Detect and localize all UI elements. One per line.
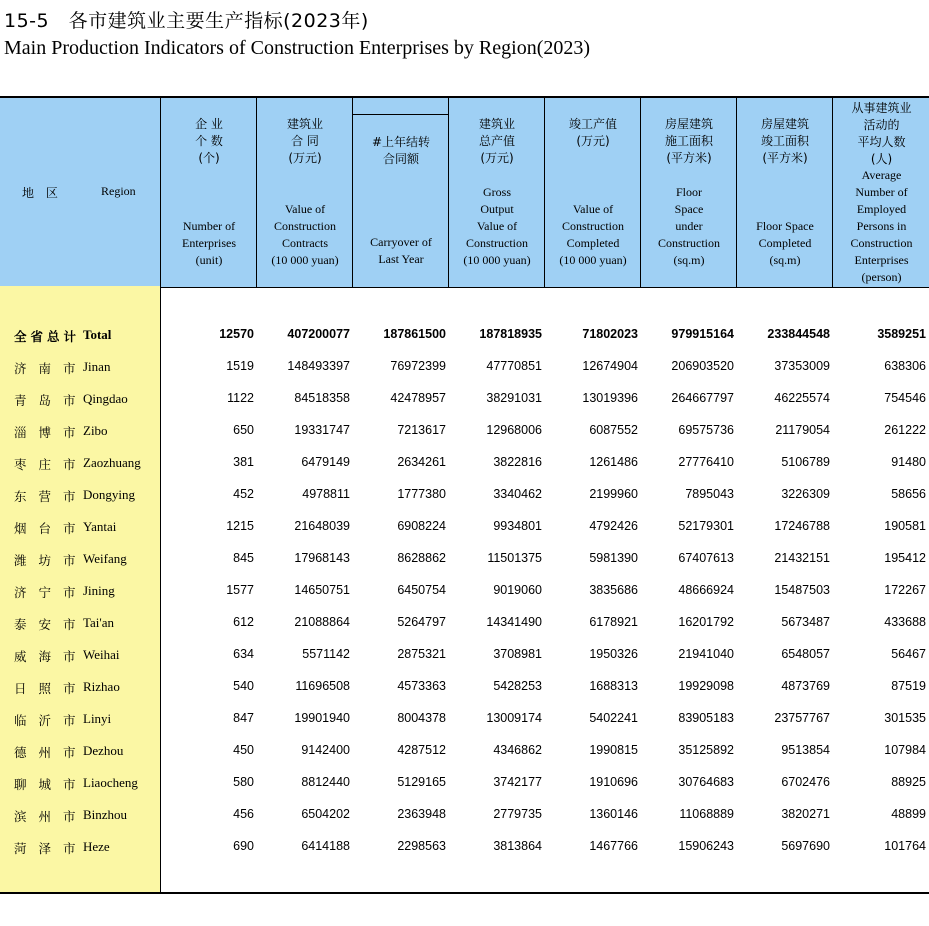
table-cell: 3226309 [781, 487, 830, 501]
region-name-en: Weifang [83, 551, 127, 566]
table-cell: 48666924 [678, 583, 734, 597]
table-cell: 84518358 [294, 391, 350, 405]
column-header-en-line: Gross [482, 185, 511, 199]
region-name-en: Qingdao [83, 391, 128, 406]
region-name-cn: 临 沂 市 [14, 713, 80, 728]
column-header-cn [737, 116, 833, 167]
table-cell: 2634261 [397, 455, 446, 469]
table-cell: 5129165 [397, 775, 446, 789]
table-cell: 23757767 [774, 711, 830, 725]
table-cell: 52179301 [678, 519, 734, 533]
column-header-en-line: Construction [274, 219, 336, 233]
table-cell: 381 [233, 455, 254, 469]
column-header-cn-line: (平方米) [762, 151, 808, 165]
column-header-en-line: Number of [855, 185, 908, 199]
column-header-cn-line: 施工面积 [664, 134, 713, 148]
column-header-en-line: Number of [182, 219, 236, 233]
column-header-cn-line: 房屋建筑 [760, 117, 809, 131]
table-cell: 638306 [884, 359, 926, 373]
region-name-en: Liaocheng [83, 775, 138, 790]
table-cell: 3820271 [781, 807, 830, 821]
table-cell: 1519 [226, 359, 254, 373]
column-header-en-line: Enterprises [182, 236, 236, 250]
region-header-cn: 地 区 [22, 186, 62, 200]
table-row [0, 615, 929, 647]
table-cell: 1467766 [589, 839, 638, 853]
table-row [0, 839, 929, 871]
table-cell: 580 [233, 775, 254, 789]
column-header-cn-line: 合同额 [382, 152, 419, 166]
region-name-cn: 菏 泽 市 [14, 841, 80, 856]
table-row [0, 743, 929, 775]
table-cell: 19929098 [678, 679, 734, 693]
table-cell: 979915164 [671, 327, 734, 341]
column-header-en [353, 234, 449, 268]
page-title-cn: 15-5 各市建筑业主要生产指标(2023年) [4, 10, 369, 32]
region-header-en: Region [101, 184, 136, 198]
column-header-en-line: Average [861, 168, 902, 182]
table-cell: 46225574 [774, 391, 830, 405]
table-cell: 3822816 [493, 455, 542, 469]
table-cell: 6908224 [397, 519, 446, 533]
table-cell: 206903520 [671, 359, 734, 373]
table-cell: 5264797 [397, 615, 446, 629]
region-name-cn: 济 南 市 [14, 361, 80, 376]
table-cell: 21179054 [775, 423, 830, 437]
column-header-en-line: (unit) [195, 253, 223, 267]
column-header-en [161, 218, 257, 269]
table-cell: 37353009 [774, 359, 830, 373]
table-cell: 15906243 [678, 839, 734, 853]
column-header-en [545, 201, 641, 269]
table-row [0, 775, 929, 807]
column-header-2 [256, 98, 353, 287]
table-row [0, 487, 929, 519]
table-cell: 15487503 [774, 583, 830, 597]
table-cell: 452 [233, 487, 254, 501]
table-cell: 5402241 [589, 711, 638, 725]
table-cell: 650 [233, 423, 254, 437]
column-header-en-line: Completed [566, 236, 620, 250]
column-header-cn-line: 从事建筑业 [851, 101, 912, 115]
column-header-en-line: Output [480, 202, 514, 216]
region-name-cn: 聊 城 市 [14, 777, 80, 792]
table-cell: 69575736 [678, 423, 734, 437]
table-cell: 5981390 [589, 551, 638, 565]
table-cell: 8628862 [397, 551, 446, 565]
table-cell: 407200077 [287, 327, 350, 341]
table-row [0, 423, 929, 455]
column-header-cn-line: 建筑业 [478, 117, 515, 131]
region-name-en: Jinan [83, 359, 111, 374]
region-name-en: Dongying [83, 487, 135, 502]
region-name-cn: 德 州 市 [14, 745, 80, 760]
column-header-cn-line: (平方米) [666, 151, 712, 165]
table-cell: 5571142 [302, 647, 350, 661]
table-cell: 148493397 [287, 359, 350, 373]
table-cell: 21941040 [678, 647, 734, 661]
table-cell: 11696508 [295, 679, 350, 693]
table-row [0, 679, 929, 711]
region-name-en: Dezhou [83, 743, 124, 758]
column-header-en-line: Enterprises [854, 253, 909, 267]
column-header-en-line: Value of [572, 202, 614, 216]
table-cell: 30764683 [678, 775, 734, 789]
column-header-cn [161, 116, 257, 167]
column-header-en-line: under [675, 219, 703, 233]
table-cell: 83905183 [678, 711, 734, 725]
table-cell: 456 [233, 807, 254, 821]
table-cell: 4873769 [781, 679, 830, 693]
table-cell: 1688313 [589, 679, 638, 693]
region-name-cn: 烟 台 市 [14, 521, 80, 536]
table-cell: 42478957 [390, 391, 446, 405]
table-cell: 2779735 [493, 807, 542, 821]
table-cell: 1577 [226, 583, 254, 597]
column-header-en [257, 201, 353, 269]
column-header-cn [353, 134, 449, 168]
column-header-en-line: Value of [284, 202, 326, 216]
table-cell: 91480 [891, 455, 926, 469]
table-cell: 1122 [227, 391, 254, 405]
column-header-en-line: Carryover of [370, 235, 432, 249]
table-cell: 38291031 [486, 391, 542, 405]
column-header-cn-line: #上年结转 [371, 135, 431, 149]
table-cell: 261222 [884, 423, 926, 437]
region-header [0, 98, 160, 287]
table-header [0, 96, 929, 288]
column-header-cn-line: (万元) [576, 134, 610, 148]
column-header-cn [833, 100, 929, 168]
region-name-en: Total [83, 327, 112, 342]
table-cell: 21432151 [774, 551, 830, 565]
table-cell: 9019060 [493, 583, 542, 597]
region-name-cn: 滨 州 市 [14, 809, 80, 824]
table-cell: 2199960 [589, 487, 638, 501]
table-cell: 2298563 [397, 839, 446, 853]
table-cell: 2875321 [397, 647, 446, 661]
table-row [0, 391, 929, 423]
table-cell: 5697690 [781, 839, 830, 853]
column-header-en-line: Value of [476, 219, 518, 233]
table-cell: 301535 [884, 711, 926, 725]
table-cell: 7895043 [685, 487, 734, 501]
table-cell: 754546 [884, 391, 926, 405]
region-name-en: Binzhou [83, 807, 128, 822]
table-row-total [0, 327, 929, 359]
table-cell: 12570 [219, 327, 254, 341]
table-cell: 48899 [891, 807, 926, 821]
table-cell: 6504202 [301, 807, 350, 821]
column-header-cn-line: 合 同 [291, 134, 319, 148]
table-cell: 14650751 [294, 583, 350, 597]
column-header-7 [736, 98, 833, 287]
table-cell: 8004378 [397, 711, 446, 725]
table-row [0, 711, 929, 743]
column-header-1 [160, 98, 257, 287]
table-row [0, 519, 929, 551]
table-cell: 264667797 [671, 391, 734, 405]
column-header-en [833, 167, 929, 286]
table-cell: 17246788 [774, 519, 830, 533]
table-cell: 35125892 [678, 743, 734, 757]
table-cell: 88925 [891, 775, 926, 789]
column-header-cn-line: (万元) [288, 151, 322, 165]
page-title-en: Main Production Indicators of Construction Enterprises by Region(2023) [4, 37, 591, 59]
column-header-cn-line: 竣工产值 [568, 117, 617, 131]
column-header-3 [352, 98, 449, 287]
table-cell: 71802023 [582, 327, 638, 341]
table-cell: 11068889 [679, 807, 734, 821]
table-cell: 6548057 [781, 647, 830, 661]
table-cell: 5106789 [781, 455, 830, 469]
column-header-cn [545, 116, 641, 150]
table-cell: 8812440 [301, 775, 350, 789]
table-cell: 3708981 [493, 647, 542, 661]
column-header-cn-line: 个 数 [195, 134, 223, 148]
table-cell: 19901940 [294, 711, 350, 725]
column-header-cn-line: (人) [870, 152, 893, 166]
table-cell: 13009174 [486, 711, 542, 725]
column-header-cn [257, 116, 353, 167]
column-header-en-line: (10 000 yuan) [559, 253, 627, 267]
table-cell: 56467 [891, 647, 926, 661]
region-name-cn: 泰 安 市 [14, 617, 80, 632]
table-cell: 9934801 [493, 519, 542, 533]
table-cell: 845 [233, 551, 254, 565]
table-cell: 6414188 [301, 839, 350, 853]
column-header-cn-line: 竣工面积 [760, 134, 809, 148]
table-cell: 76972399 [390, 359, 446, 373]
table-cell: 5428253 [493, 679, 542, 693]
table-row [0, 807, 929, 839]
table-cell: 47770851 [486, 359, 542, 373]
column-header-en-line: (person) [861, 270, 902, 284]
region-name-cn: 东 营 市 [14, 489, 80, 504]
table-cell: 2363948 [397, 807, 446, 821]
table-cell: 187861500 [383, 327, 446, 341]
column-header-en-line: Space [674, 202, 704, 216]
table-cell: 4573363 [397, 679, 446, 693]
table-cell: 172267 [884, 583, 926, 597]
column-header-en-line: Construction [658, 236, 720, 250]
table-cell: 1360146 [589, 807, 638, 821]
region-name-cn: 淄 博 市 [14, 425, 80, 440]
region-name-cn: 枣 庄 市 [14, 457, 80, 472]
column-header-en-line: Completed [758, 236, 812, 250]
table-cell: 190581 [884, 519, 926, 533]
table-cell: 4346862 [493, 743, 542, 757]
region-name-en: Heze [83, 839, 110, 854]
column-header-en-line: Last Year [378, 252, 424, 266]
column-header-4 [448, 98, 545, 287]
table-cell: 58656 [891, 487, 926, 501]
table-cell: 19331747 [294, 423, 350, 437]
region-name-en: Tai'an [83, 615, 115, 630]
column-header-en-line: Construction [562, 219, 624, 233]
column-header-cn-line: (个) [198, 151, 220, 165]
column-header-cn-line: 活动的 [863, 118, 900, 132]
column-header-cn-line: (万元) [480, 151, 514, 165]
table-cell: 6479149 [301, 455, 350, 469]
table-cell: 540 [233, 679, 254, 693]
table-cell: 1990815 [589, 743, 638, 757]
table-cell: 1777380 [397, 487, 446, 501]
table-cell: 433688 [884, 615, 926, 629]
region-name-cn: 青 岛 市 [14, 393, 80, 408]
column-header-en-line: Persons in [856, 219, 907, 233]
table-cell: 87519 [891, 679, 926, 693]
column-header-cn-line: 房屋建筑 [664, 117, 713, 131]
column-header-en [641, 184, 737, 269]
table-cell: 195412 [884, 551, 926, 565]
region-name-cn: 日 照 市 [14, 681, 80, 696]
column-header-en-line: Floor [675, 185, 702, 199]
table-cell: 612 [233, 615, 254, 629]
table-cell: 12968006 [486, 423, 542, 437]
table-cell: 9513854 [781, 743, 830, 757]
carryover-header-divider [353, 114, 448, 115]
table-cell: 3835686 [589, 583, 638, 597]
table-cell: 3742177 [493, 775, 542, 789]
region-name-cn: 潍 坊 市 [14, 553, 80, 568]
column-header-en-line: (sq.m) [769, 253, 801, 267]
region-name-en: Rizhao [83, 679, 120, 694]
region-name-en: Zibo [83, 423, 108, 438]
table-cell: 13019396 [582, 391, 638, 405]
table-cell: 1910696 [589, 775, 638, 789]
table-cell: 5673487 [781, 615, 830, 629]
column-header-cn [641, 116, 737, 167]
table-cell: 9142400 [301, 743, 350, 757]
table-cell: 3813864 [493, 839, 542, 853]
table-cell: 12674904 [582, 359, 638, 373]
column-header-cn-line: 总产值 [478, 134, 515, 148]
table-cell: 690 [233, 839, 254, 853]
table-cell: 7213617 [397, 423, 446, 437]
table-cell: 14341490 [486, 615, 542, 629]
column-header-cn-line: 企 业 [195, 117, 223, 131]
table-cell: 3340462 [493, 487, 542, 501]
table-cell: 233844548 [767, 327, 830, 341]
table-cell: 11501375 [487, 551, 542, 565]
region-name-en: Jining [83, 583, 115, 598]
column-header-en-line: (sq.m) [673, 253, 705, 267]
column-header-en-line: (10 000 yuan) [271, 253, 339, 267]
table-cell: 4978811 [302, 487, 350, 501]
table-cell: 17968143 [294, 551, 350, 565]
table-cell: 847 [233, 711, 254, 725]
column-header-en-line: Employed [856, 202, 907, 216]
table-cell: 107984 [884, 743, 926, 757]
table-row [0, 359, 929, 391]
table-cell: 6450754 [397, 583, 446, 597]
table-cell: 4792426 [589, 519, 638, 533]
table-cell: 6178921 [589, 615, 638, 629]
table-cell: 1950326 [589, 647, 638, 661]
table-cell: 67407613 [678, 551, 734, 565]
region-name-cn: 威 海 市 [14, 649, 80, 664]
table-cell: 1215 [226, 519, 254, 533]
region-name-en: Weihai [83, 647, 120, 662]
table-cell: 1261486 [589, 455, 638, 469]
column-header-en [449, 184, 545, 269]
column-header-en-line: Floor Space [756, 219, 814, 233]
region-name-cn: 全省总计 [14, 329, 81, 344]
table-cell: 6702476 [781, 775, 830, 789]
table-cell: 187818935 [479, 327, 542, 341]
table-cell: 6087552 [589, 423, 638, 437]
column-header-en-line: Contracts [282, 236, 328, 250]
region-name-en: Yantai [83, 519, 117, 534]
table-cell: 4287512 [397, 743, 446, 757]
table-cell: 450 [233, 743, 254, 757]
column-header-cn-line: 建筑业 [286, 117, 323, 131]
column-header-6 [640, 98, 737, 287]
column-header-8 [832, 98, 929, 287]
table-cell: 27776410 [678, 455, 734, 469]
table-cell: 21648039 [294, 519, 350, 533]
table-bottom-rule [0, 892, 929, 894]
column-header-cn [449, 116, 545, 167]
column-header-5 [544, 98, 641, 287]
table-cell: 634 [233, 647, 254, 661]
column-header-cn-line: 平均人数 [857, 135, 906, 149]
table-row [0, 583, 929, 615]
column-header-en-line: (10 000 yuan) [463, 253, 531, 267]
column-header-en [737, 218, 833, 269]
table-cell: 21088864 [294, 615, 350, 629]
table-cell: 101764 [884, 839, 926, 853]
column-header-en-line: Construction [466, 236, 528, 250]
region-name-cn: 济 宁 市 [14, 585, 80, 600]
column-header-en-line: Construction [850, 236, 913, 250]
table-row [0, 551, 929, 583]
table-cell: 16201792 [678, 615, 734, 629]
region-name-en: Linyi [83, 711, 112, 726]
table-cell: 3589251 [877, 327, 926, 341]
region-name-en: Zaozhuang [83, 455, 141, 470]
table-row [0, 647, 929, 679]
table-row [0, 455, 929, 487]
